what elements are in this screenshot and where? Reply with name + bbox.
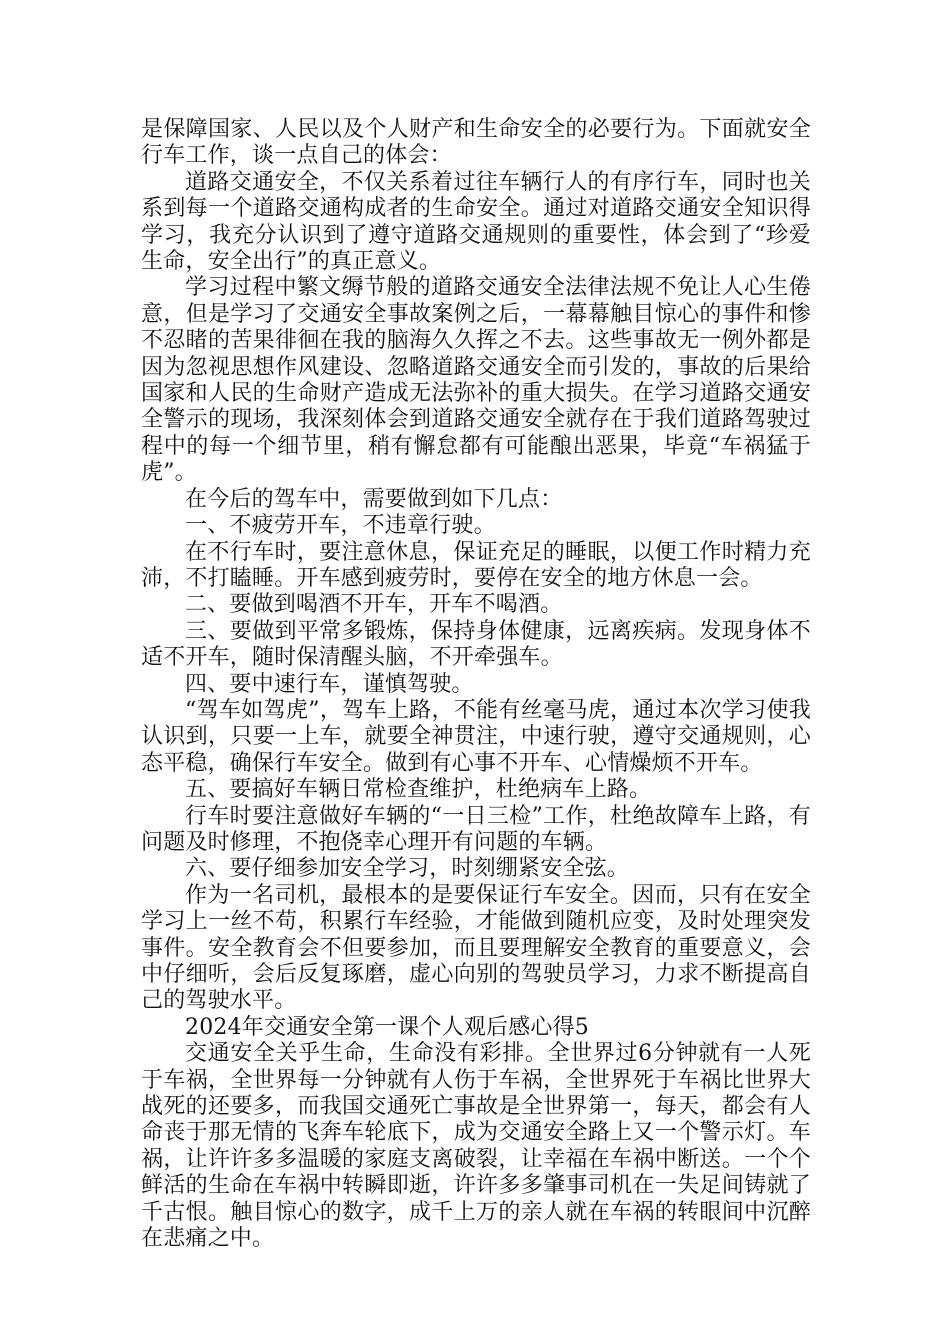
point-six-heading: 六、要仔细参加安全学习，时刻绷紧安全弦。 <box>185 856 630 882</box>
point-five-heading: 五、要搞好车辆日常检查维护，杜绝病车上路。 <box>185 777 652 803</box>
paragraph-life-no-rehearsal: 交通安全关乎生命，生命没有彩排。全世界过6分钟就有一人死于车祸，全世界每一分钟就有人伤于车祸，全世界死于车祸比世界大战死的还要多，而我国交通死亡事故是全世界第一，每天，都会有人命丧于那无情的飞奔车轮底下，成为交通安全路上又一个警示灯。车祸，让许许多多温暖的家庭支离破裂，让幸福在车祸中断送。一个个鲜活的生命在车祸中转瞬即逝，许许多多肇事司机在一失足间铸就了千古恨。触目惊心的数字，成千上万的亲人就在车祸的转眼间中沉醉在悲痛之中。 <box>141 1041 811 1252</box>
point-three-heading: 三、要做到平常多锻炼，保持身体健康，远离疾病。发现身体不适不开车，随时保清醒头脑，不开牵强车。 <box>141 618 811 671</box>
section-title: 2024年交通安全第一课个人观后感心得5 <box>185 1014 589 1040</box>
point-five-body: 行车时要注意做好车辆的“一日三检”工作，杜绝故障车上路，有问题及时修理，不抱侥幸心理开有问题的车辆。 <box>141 803 811 855</box>
paragraph-road-safety: 道路交通安全，不仅关系着过往车辆行人的有序行车，同时也关系到每一个道路交通构成者的生命安全。通过对道路交通安全知识得学习，我充分认识到了遵守道路交通规则的重要性，体会到了“珍爱生命，安全出行”的真正意义。 <box>141 169 811 275</box>
point-two-heading: 二、要做到喝酒不开车，开车不喝酒。 <box>185 592 563 618</box>
point-four-heading: 四、要中速行车，谨慎驾驶。 <box>185 671 474 697</box>
paragraph-intro-continuation: 是保障国家、人民以及个人财产和生命安全的必要行为。下面就安全行车工作，谈一点自己的体会： <box>141 117 811 169</box>
point-six-body: 作为一名司机，最根本的是要保证行车安全。因而，只有在安全学习上一丝不苟，积累行车经验，才能做到随机应变，及时处理突发事件。安全教育会不但要参加，而且要理解安全教育的重要意义，会中仔细听，会后反复琢磨，虚心向别的驾驶员学习，力求不断提高自己的驾驶水平。 <box>141 882 811 1014</box>
paragraph-future-driving: 在今后的驾车中，需要做到如下几点： <box>185 486 563 512</box>
paragraph-learning-process: 学习过程中繁文缛节般的道路交通安全法律法规不免让人心生倦意，但是学习了交通安全事故案例之后，一幕幕触目惊心的事件和惨不忍睹的苦果徘徊在我的脑海久久挥之不去。这些事故无一例外都是因为忽视思想作风建设、忽略道路交通安全而引发的，事故的后果给国家和人民的生命财产造成无法弥补的重大损失。在学习道路交通安全警示的现场，我深刻体会到道路交通安全就存在于我们道路驾驶过程中的每一个细节里，稍有懈怠都有可能酿出恶果，毕竟“车祸猛于虎”。 <box>141 275 811 486</box>
document-body <box>141 117 811 1252</box>
point-four-body: “驾车如驾虎”，驾车上路，不能有丝毫马虎，通过本次学习使我认识到，只要一上车，就要全神贯注，中速行驶，遵守交通规则，心态平稳，确保行车安全。做到有心事不开车、心情燥烦不开车。 <box>141 697 811 776</box>
point-one-heading: 一、不疲劳开车，不违章行驶。 <box>185 513 496 539</box>
point-one-body: 在不行车时，要注意休息，保证充足的睡眠，以便工作时精力充沛，不打瞌睡。开车感到疲劳时，要停在安全的地方休息一会。 <box>141 539 811 591</box>
